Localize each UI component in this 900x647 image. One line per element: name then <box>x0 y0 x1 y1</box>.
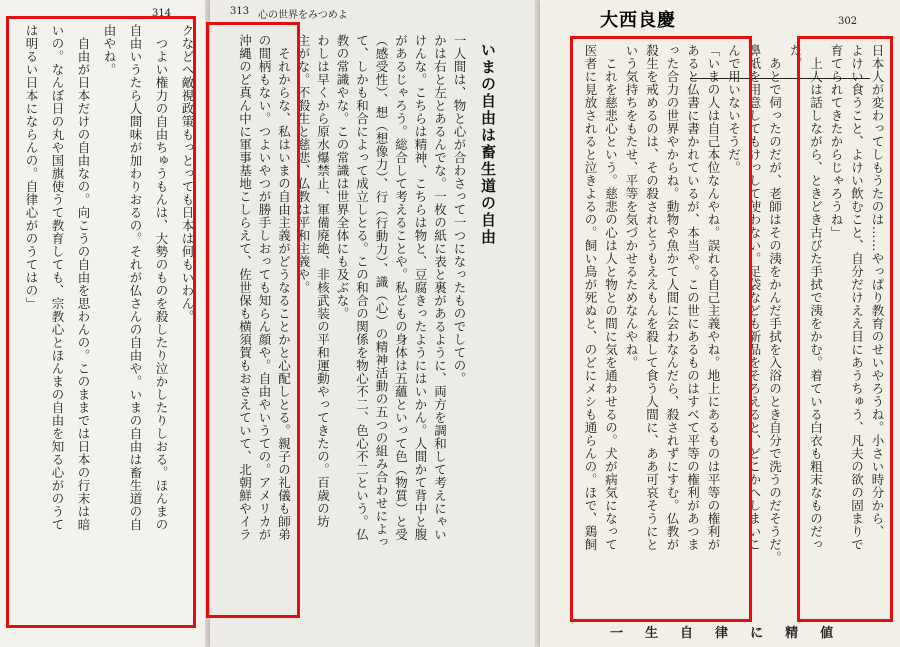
text-line: 鼻紙を用意してもけっして使わない。足袋なども新品をそろえると、どこかへしまいこ <box>747 44 762 551</box>
footer-fragment: 一 <box>610 626 624 641</box>
text-line: 殺生を戒めるのは、その殺されとうもええもんを殺して食う人間に、ああ可哀そうにと <box>644 44 660 551</box>
text-line: の間柄もない。つよいやつが勝手しおっても知らん顔や。自由やいうての。アメリカが <box>257 34 272 541</box>
text-line: （感受性）、想（想像力）、行（行動力）、識（心）の精神活動の五つの組み合わせによっ <box>374 34 389 549</box>
text-line: いの。なんぼ日の丸や国旗使うて教育しても、宗教心とほんまの自由を知る心がのうて <box>50 24 65 531</box>
text-line: 日本人が変わってしもうたのは……やっぱり教育のせいやろうね。小さい時分から、 <box>870 44 885 538</box>
text-line: 自由いうたら人間味が加わりおるの。それが仏さんの自由や。いまの自由は畜生道の自 <box>128 24 143 531</box>
text-line: いう気持ちをもたせ、平等を気づかせるためなんやね。 <box>624 44 639 369</box>
text-line: て、しかも和合によって成立しとる。この和合の関係を物心不二、色心不二という。仏 <box>354 34 370 541</box>
text-line: 教の常識やな。この常識は世界全体にも及ぶな。 <box>335 34 350 320</box>
text-line: つよい権力の自由ちゅうもんは、大勢のものを殺したり泣かしたりしおる。ほんまの <box>154 37 169 531</box>
text-line: それからな、私はいまの自由主義がどうなることかと心配しとる。親子の礼儀も師弟 <box>276 47 292 541</box>
text-line: 主がな。不殺生と慈悲、仏教は平和主義や。 <box>296 34 311 294</box>
text-line: 由やね。 <box>102 24 117 76</box>
text-line: 上人は話しながら、ときどき古びた手拭で洟をかむ。着ている白衣も粗末なものだっ <box>808 57 824 551</box>
footer-fragments <box>610 622 900 641</box>
text-line: 沖縄のど真ん中に軍事基地こしらえて、佐世保も横須賀もおさえていて、北朝鮮やイラ <box>237 34 253 541</box>
section-title: いまの自由は畜生道の自由 <box>479 42 497 246</box>
page-number: 313 <box>230 6 250 17</box>
text-line: があるじゃろう。総合して考えることや。私どもの身体は五蘊といって色（物質）と受 <box>393 34 409 541</box>
page-314 <box>0 0 205 647</box>
footer-fragment: 自 <box>680 626 694 641</box>
text-line: わしは早くから原水爆禁止、軍備廃絶、非核武装の平和運動やってきたの。百歳の坊 <box>315 34 331 528</box>
footer-fragment: に <box>750 626 764 641</box>
text-line: は明るい日本にならんの。自律心がのうてはの」 <box>24 24 39 310</box>
page-number: 314 <box>152 8 172 19</box>
footer-fragment: 生 <box>645 626 659 641</box>
text-line: 医者に見放されると泣きよるの。飼い鳥が死ぬと、のどにメシも通らんの。ほで、鶏飼 <box>583 44 598 551</box>
text-line: これを慈悲心という。慈悲の心は人と物との間に気を通わせるの。犬が病気になって <box>603 57 619 551</box>
footer-fragment: 律 <box>715 626 729 641</box>
text-line: んで用いないそうだ。 <box>726 44 742 174</box>
text-line: た。 <box>788 44 803 70</box>
text-line: 育てられてきたからじゃろうね」 <box>829 44 844 239</box>
text-line: った合力の世界やからね。動物や魚かて人間に会わなんだら、殺されずにすむ。仏教が <box>665 44 680 551</box>
text-line: クなどへ敵視政策もっとっても日本は何もいわん。 <box>180 24 195 323</box>
text-line: あると仏書に書かれているが、本当や。この世にあるものはすべて平等の権利があつま <box>685 44 701 551</box>
running-head: 心の世界をみつめよ <box>258 10 348 21</box>
text-line: けんな。こちらは精神、こちらは物と、豆腐きったようにはいかん。人間かて背中と腹 <box>413 34 428 541</box>
text-line: 自由が日本だけの自由なの。向こうの自由を思わんの。このままでは日本の行末は暗 <box>76 37 91 531</box>
footer-fragment: 値 <box>820 626 834 641</box>
text-line: 「いまの人は自己本位なんやね。誤れる自己主義やね。地上にあるものは平等の権利が <box>706 44 721 551</box>
page-302 <box>540 0 900 647</box>
document-title: 大西良慶 <box>600 10 676 31</box>
text-line: よけい食うこと、よけい飲むこと、自分だけええ目にあうちゅう、凡夫の欲の固まりで <box>849 44 865 551</box>
page-number: 302 <box>838 16 858 27</box>
page-313 <box>210 0 535 647</box>
text-line: 一人間は、物と心が合わさって一つになったものでしての。 <box>452 34 467 385</box>
footer-fragment: 精 <box>785 626 799 641</box>
text-line: かは右と左とあるんでな。一枚の紙に表と裏があるように、両方を調和して考えにゃい <box>432 34 448 541</box>
text-line: あとで伺ったのだが、老師はその洟をかんだ手拭を入浴のとき自分で洗うのだそうだ。 <box>767 57 783 564</box>
